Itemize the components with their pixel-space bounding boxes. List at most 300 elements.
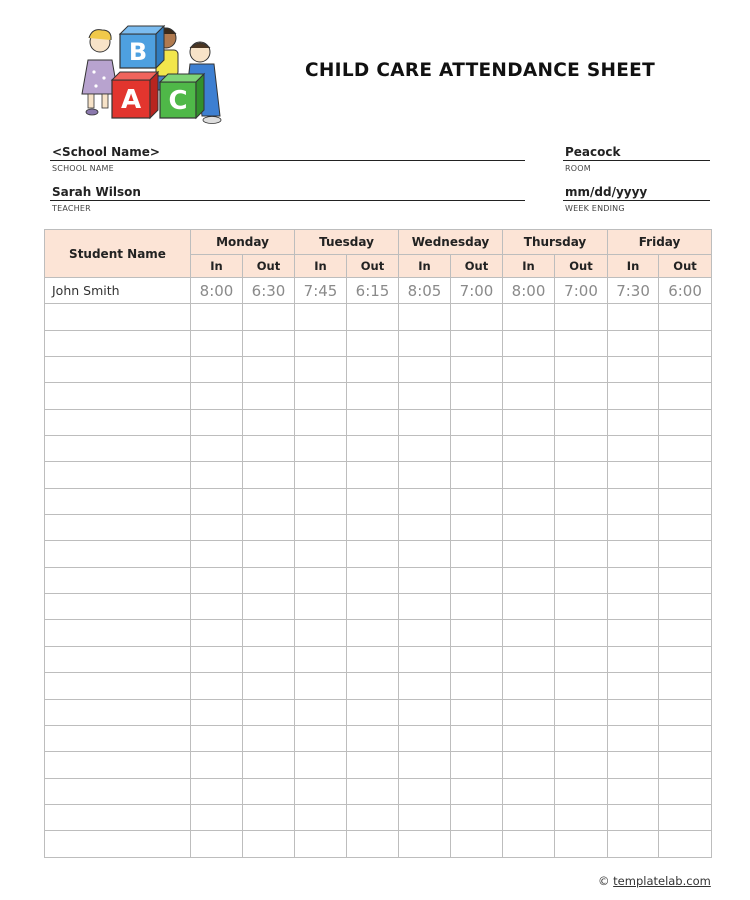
room-value: Peacock: [565, 145, 621, 159]
time-out-cell[interactable]: [243, 541, 295, 567]
letter-block-b-icon: [120, 26, 164, 68]
time-out-cell[interactable]: [555, 673, 608, 699]
time-out-cell[interactable]: [243, 409, 295, 435]
time-in-cell[interactable]: [191, 488, 243, 514]
time-out-cell[interactable]: [555, 330, 608, 356]
time-in-cell[interactable]: [608, 594, 659, 620]
time-out-cell[interactable]: [659, 383, 712, 409]
time-in-cell[interactable]: [191, 646, 243, 672]
time-in-cell[interactable]: [399, 725, 451, 751]
time-in-cell[interactable]: [399, 515, 451, 541]
time-in-cell[interactable]: [191, 620, 243, 646]
time-out-cell[interactable]: [659, 673, 712, 699]
time-out-cell[interactable]: [659, 725, 712, 751]
time-out-cell[interactable]: [659, 620, 712, 646]
out-header: Out: [347, 255, 399, 278]
time-out-cell[interactable]: [451, 567, 503, 593]
time-out-cell[interactable]: [659, 752, 712, 778]
time-in-cell[interactable]: [608, 804, 659, 830]
time-out-cell[interactable]: [347, 488, 399, 514]
time-in-cell[interactable]: 8:05: [399, 278, 451, 304]
time-out-cell[interactable]: [451, 462, 503, 488]
time-in-cell[interactable]: [295, 488, 347, 514]
time-in-cell[interactable]: [608, 304, 659, 330]
student-name-cell[interactable]: [45, 567, 191, 593]
time-in-cell[interactable]: [295, 673, 347, 699]
time-out-cell[interactable]: [347, 541, 399, 567]
time-in-cell[interactable]: [399, 752, 451, 778]
time-out-cell[interactable]: [451, 488, 503, 514]
time-in-cell[interactable]: [503, 304, 555, 330]
time-in-cell[interactable]: [399, 488, 451, 514]
time-out-cell[interactable]: [451, 725, 503, 751]
time-in-cell[interactable]: [295, 357, 347, 383]
time-out-cell[interactable]: [555, 462, 608, 488]
time-in-cell[interactable]: [503, 620, 555, 646]
day-header-row: [45, 230, 712, 255]
time-in-cell[interactable]: [608, 725, 659, 751]
student-name-cell[interactable]: [45, 594, 191, 620]
time-out-cell[interactable]: [555, 541, 608, 567]
time-in-cell[interactable]: [608, 541, 659, 567]
time-out-cell[interactable]: [451, 831, 503, 857]
time-in-cell[interactable]: [503, 436, 555, 462]
student-name-header: Student Name: [45, 230, 191, 278]
time-in-cell[interactable]: [295, 541, 347, 567]
student-name-cell[interactable]: [45, 804, 191, 830]
student-name-cell[interactable]: John Smith: [45, 278, 191, 304]
time-in-cell[interactable]: 8:00: [503, 278, 555, 304]
svg-text:A: A: [120, 85, 142, 115]
time-out-cell[interactable]: [659, 357, 712, 383]
school-name-value: <School Name>: [52, 145, 160, 159]
time-out-cell[interactable]: [243, 699, 295, 725]
time-in-cell[interactable]: [399, 436, 451, 462]
out-header: Out: [555, 255, 608, 278]
time-out-cell[interactable]: [555, 409, 608, 435]
time-in-cell[interactable]: [503, 778, 555, 804]
time-out-cell[interactable]: [659, 804, 712, 830]
time-out-cell[interactable]: [555, 304, 608, 330]
time-in-cell[interactable]: [191, 673, 243, 699]
time-in-cell[interactable]: 7:30: [608, 278, 659, 304]
time-in-cell[interactable]: [503, 646, 555, 672]
student-name-cell[interactable]: [45, 699, 191, 725]
time-out-cell[interactable]: [347, 594, 399, 620]
out-header: Out: [243, 255, 295, 278]
time-in-cell[interactable]: [503, 357, 555, 383]
time-out-cell[interactable]: [451, 515, 503, 541]
time-out-cell[interactable]: 6:00: [659, 278, 712, 304]
time-out-cell[interactable]: [451, 357, 503, 383]
table-row: [45, 673, 712, 699]
time-in-cell[interactable]: [608, 330, 659, 356]
time-in-cell[interactable]: [503, 330, 555, 356]
time-in-cell[interactable]: [608, 436, 659, 462]
time-out-cell[interactable]: [659, 330, 712, 356]
table-row: [45, 488, 712, 514]
time-out-cell[interactable]: [555, 383, 608, 409]
time-in-cell[interactable]: [503, 804, 555, 830]
time-out-cell[interactable]: [347, 646, 399, 672]
student-name-cell[interactable]: [45, 725, 191, 751]
time-in-cell[interactable]: [608, 620, 659, 646]
time-out-cell[interactable]: [659, 646, 712, 672]
time-out-cell[interactable]: [243, 488, 295, 514]
time-out-cell[interactable]: [451, 304, 503, 330]
time-in-cell[interactable]: [191, 462, 243, 488]
time-in-cell[interactable]: [295, 778, 347, 804]
time-out-cell[interactable]: [243, 330, 295, 356]
table-row: [45, 699, 712, 725]
time-out-cell[interactable]: [555, 357, 608, 383]
table-row: [45, 646, 712, 672]
school-name-field[interactable]: [50, 145, 525, 173]
time-in-cell[interactable]: [503, 594, 555, 620]
table-row: [45, 409, 712, 435]
time-out-cell[interactable]: [555, 804, 608, 830]
room-field[interactable]: [563, 145, 710, 173]
time-in-cell[interactable]: [191, 778, 243, 804]
time-out-cell[interactable]: [243, 752, 295, 778]
time-out-cell[interactable]: [659, 567, 712, 593]
time-in-cell[interactable]: [191, 541, 243, 567]
time-out-cell[interactable]: 6:30: [243, 278, 295, 304]
time-in-cell[interactable]: [608, 831, 659, 857]
time-out-cell[interactable]: [243, 831, 295, 857]
table-row: [45, 304, 712, 330]
time-in-cell[interactable]: [503, 752, 555, 778]
week-ending-label: WEEK ENDING: [565, 204, 625, 213]
time-out-cell[interactable]: [451, 752, 503, 778]
page-title: CHILD CARE ATTENDANCE SHEET: [305, 60, 656, 81]
attendance-table: [44, 229, 712, 858]
time-out-cell[interactable]: [659, 409, 712, 435]
time-out-cell[interactable]: [451, 699, 503, 725]
time-in-cell[interactable]: [295, 646, 347, 672]
student-name-cell[interactable]: [45, 541, 191, 567]
table-row: [45, 778, 712, 804]
time-out-cell[interactable]: [347, 357, 399, 383]
time-in-cell[interactable]: [191, 409, 243, 435]
templatelab-link[interactable]: templatelab.com: [613, 874, 711, 888]
time-out-cell[interactable]: [659, 488, 712, 514]
time-out-cell[interactable]: [659, 831, 712, 857]
table-row: [45, 383, 712, 409]
time-out-cell[interactable]: 7:00: [555, 278, 608, 304]
time-out-cell[interactable]: [347, 699, 399, 725]
time-in-cell[interactable]: [295, 831, 347, 857]
table-row: [45, 725, 712, 751]
time-out-cell[interactable]: [347, 436, 399, 462]
time-out-cell[interactable]: 6:15: [347, 278, 399, 304]
time-in-cell[interactable]: [295, 436, 347, 462]
time-in-cell[interactable]: [399, 330, 451, 356]
time-in-cell[interactable]: [399, 567, 451, 593]
time-in-cell[interactable]: [399, 594, 451, 620]
time-out-cell[interactable]: [659, 462, 712, 488]
time-in-cell[interactable]: [191, 357, 243, 383]
time-out-cell[interactable]: [347, 515, 399, 541]
time-out-cell[interactable]: [555, 488, 608, 514]
time-in-cell[interactable]: 8:00: [191, 278, 243, 304]
time-in-cell[interactable]: [191, 699, 243, 725]
time-in-cell[interactable]: [399, 804, 451, 830]
time-out-cell[interactable]: [659, 778, 712, 804]
time-out-cell[interactable]: [555, 725, 608, 751]
student-name-cell[interactable]: [45, 515, 191, 541]
time-in-cell[interactable]: [295, 462, 347, 488]
student-name-cell[interactable]: [45, 752, 191, 778]
time-out-cell[interactable]: [555, 831, 608, 857]
time-in-cell[interactable]: [503, 541, 555, 567]
time-in-cell[interactable]: [191, 752, 243, 778]
time-in-cell[interactable]: [399, 462, 451, 488]
svg-text:C: C: [168, 86, 188, 116]
time-out-cell[interactable]: 7:00: [451, 278, 503, 304]
time-out-cell[interactable]: [451, 594, 503, 620]
time-in-cell[interactable]: [295, 409, 347, 435]
student-name-cell[interactable]: [45, 409, 191, 435]
day-header-friday: Friday: [608, 230, 712, 255]
time-in-cell[interactable]: [608, 778, 659, 804]
table-row: [45, 567, 712, 593]
time-out-cell[interactable]: [347, 620, 399, 646]
time-in-cell[interactable]: [608, 699, 659, 725]
time-in-cell[interactable]: [191, 436, 243, 462]
time-out-cell[interactable]: [243, 436, 295, 462]
student-name-cell[interactable]: [45, 831, 191, 857]
time-in-cell[interactable]: [503, 567, 555, 593]
week-ending-field[interactable]: [563, 185, 710, 213]
day-header-wednesday: Wednesday: [399, 230, 503, 255]
time-out-cell[interactable]: [555, 752, 608, 778]
time-out-cell[interactable]: [243, 725, 295, 751]
table-row: [45, 620, 712, 646]
time-out-cell[interactable]: [347, 673, 399, 699]
table-row: [45, 357, 712, 383]
time-out-cell[interactable]: [659, 515, 712, 541]
time-out-cell[interactable]: [347, 778, 399, 804]
student-name-cell[interactable]: [45, 488, 191, 514]
time-out-cell[interactable]: [243, 357, 295, 383]
time-out-cell[interactable]: [659, 699, 712, 725]
time-in-cell[interactable]: [191, 725, 243, 751]
time-out-cell[interactable]: [555, 594, 608, 620]
time-out-cell[interactable]: [555, 436, 608, 462]
time-out-cell[interactable]: [347, 804, 399, 830]
time-out-cell[interactable]: [451, 804, 503, 830]
student-name-cell[interactable]: [45, 330, 191, 356]
time-out-cell[interactable]: [243, 620, 295, 646]
time-out-cell[interactable]: [555, 620, 608, 646]
svg-text:B: B: [128, 38, 148, 66]
time-out-cell[interactable]: [659, 541, 712, 567]
student-name-cell[interactable]: [45, 778, 191, 804]
time-in-cell[interactable]: [503, 515, 555, 541]
in-header: In: [608, 255, 659, 278]
time-in-cell[interactable]: [503, 409, 555, 435]
time-out-cell[interactable]: [347, 567, 399, 593]
teacher-label: TEACHER: [52, 204, 91, 213]
time-in-cell[interactable]: [608, 646, 659, 672]
out-header: Out: [659, 255, 712, 278]
time-out-cell[interactable]: [555, 646, 608, 672]
school-name-underline: [50, 160, 525, 161]
time-in-cell[interactable]: [191, 515, 243, 541]
time-in-cell[interactable]: [295, 752, 347, 778]
time-in-cell[interactable]: [399, 304, 451, 330]
time-in-cell[interactable]: [295, 699, 347, 725]
time-out-cell[interactable]: [347, 383, 399, 409]
time-out-cell[interactable]: [555, 699, 608, 725]
time-out-cell[interactable]: [347, 725, 399, 751]
time-in-cell[interactable]: [295, 383, 347, 409]
student-name-cell[interactable]: [45, 462, 191, 488]
time-in-cell[interactable]: [295, 620, 347, 646]
time-out-cell[interactable]: [243, 673, 295, 699]
time-in-cell[interactable]: [191, 804, 243, 830]
table-row: [45, 594, 712, 620]
time-out-cell[interactable]: [243, 594, 295, 620]
time-out-cell[interactable]: [451, 436, 503, 462]
time-out-cell[interactable]: [347, 330, 399, 356]
time-in-cell[interactable]: [295, 330, 347, 356]
student-name-cell[interactable]: [45, 357, 191, 383]
time-in-cell[interactable]: [503, 725, 555, 751]
time-in-cell[interactable]: [399, 541, 451, 567]
table-row: [45, 462, 712, 488]
time-out-cell[interactable]: [659, 594, 712, 620]
time-in-cell[interactable]: [191, 330, 243, 356]
week-ending-underline: [563, 200, 710, 201]
time-out-cell[interactable]: [347, 304, 399, 330]
student-name-cell[interactable]: [45, 673, 191, 699]
time-out-cell[interactable]: [243, 567, 295, 593]
time-in-cell[interactable]: [503, 699, 555, 725]
time-in-cell[interactable]: [608, 488, 659, 514]
time-in-cell[interactable]: [608, 515, 659, 541]
time-in-cell[interactable]: [503, 673, 555, 699]
student-name-cell[interactable]: [45, 304, 191, 330]
time-in-cell[interactable]: [503, 831, 555, 857]
time-out-cell[interactable]: [347, 831, 399, 857]
time-in-cell[interactable]: [399, 646, 451, 672]
table-row: [45, 330, 712, 356]
time-in-cell[interactable]: [503, 488, 555, 514]
time-in-cell[interactable]: [399, 699, 451, 725]
time-in-cell[interactable]: [295, 567, 347, 593]
student-name-cell[interactable]: [45, 620, 191, 646]
time-in-cell[interactable]: [399, 383, 451, 409]
teacher-underline: [50, 200, 525, 201]
time-in-cell[interactable]: [503, 462, 555, 488]
letter-block-a-icon: [112, 72, 158, 118]
time-in-cell[interactable]: [295, 515, 347, 541]
time-in-cell[interactable]: [191, 304, 243, 330]
day-header-thursday: Thursday: [503, 230, 608, 255]
time-in-cell[interactable]: [295, 804, 347, 830]
time-in-cell[interactable]: [191, 567, 243, 593]
time-in-cell[interactable]: [399, 831, 451, 857]
time-in-cell[interactable]: [191, 594, 243, 620]
time-in-cell[interactable]: [608, 462, 659, 488]
time-in-cell[interactable]: [608, 409, 659, 435]
time-in-cell[interactable]: [295, 594, 347, 620]
time-in-cell[interactable]: [503, 383, 555, 409]
table-row: [45, 752, 712, 778]
time-out-cell[interactable]: [347, 752, 399, 778]
time-out-cell[interactable]: [243, 383, 295, 409]
teacher-value: Sarah Wilson: [52, 185, 141, 199]
time-in-cell[interactable]: [191, 383, 243, 409]
table-row: [45, 804, 712, 830]
time-out-cell[interactable]: [243, 462, 295, 488]
time-out-cell[interactable]: [347, 409, 399, 435]
time-in-cell[interactable]: [399, 357, 451, 383]
time-out-cell[interactable]: [451, 646, 503, 672]
attendance-rows: [45, 278, 712, 858]
time-out-cell[interactable]: [243, 304, 295, 330]
time-out-cell[interactable]: [451, 673, 503, 699]
time-in-cell[interactable]: [399, 778, 451, 804]
time-out-cell[interactable]: [659, 436, 712, 462]
time-in-cell[interactable]: [399, 673, 451, 699]
time-out-cell[interactable]: [243, 515, 295, 541]
time-out-cell[interactable]: [555, 515, 608, 541]
table-row: [45, 515, 712, 541]
time-out-cell[interactable]: [555, 778, 608, 804]
time-out-cell[interactable]: [451, 620, 503, 646]
time-in-cell[interactable]: [295, 725, 347, 751]
footer-credit: [598, 874, 711, 888]
time-in-cell[interactable]: [399, 620, 451, 646]
time-out-cell[interactable]: [451, 409, 503, 435]
time-out-cell[interactable]: [347, 462, 399, 488]
student-name-cell[interactable]: [45, 436, 191, 462]
time-out-cell[interactable]: [243, 778, 295, 804]
time-out-cell[interactable]: [451, 330, 503, 356]
time-out-cell[interactable]: [451, 541, 503, 567]
time-out-cell[interactable]: [451, 778, 503, 804]
in-header: In: [503, 255, 555, 278]
time-out-cell[interactable]: [243, 646, 295, 672]
week-ending-value: mm/dd/yyyy: [565, 185, 648, 199]
student-name-cell[interactable]: [45, 646, 191, 672]
time-in-cell[interactable]: [608, 673, 659, 699]
time-in-cell[interactable]: [608, 752, 659, 778]
student-name-cell[interactable]: [45, 383, 191, 409]
time-in-cell[interactable]: [608, 383, 659, 409]
in-header: In: [399, 255, 451, 278]
out-header: Out: [451, 255, 503, 278]
teacher-field[interactable]: [50, 185, 525, 213]
table-row: [45, 831, 712, 857]
time-in-cell[interactable]: 7:45: [295, 278, 347, 304]
time-in-cell[interactable]: [295, 304, 347, 330]
time-out-cell[interactable]: [451, 383, 503, 409]
time-in-cell[interactable]: [191, 831, 243, 857]
letter-block-c-icon: [160, 74, 204, 118]
table-row: [45, 278, 712, 304]
time-out-cell[interactable]: [659, 304, 712, 330]
time-in-cell[interactable]: [608, 357, 659, 383]
time-in-cell[interactable]: [399, 409, 451, 435]
time-out-cell[interactable]: [555, 567, 608, 593]
room-label: ROOM: [565, 164, 591, 173]
time-in-cell[interactable]: [608, 567, 659, 593]
time-out-cell[interactable]: [243, 804, 295, 830]
